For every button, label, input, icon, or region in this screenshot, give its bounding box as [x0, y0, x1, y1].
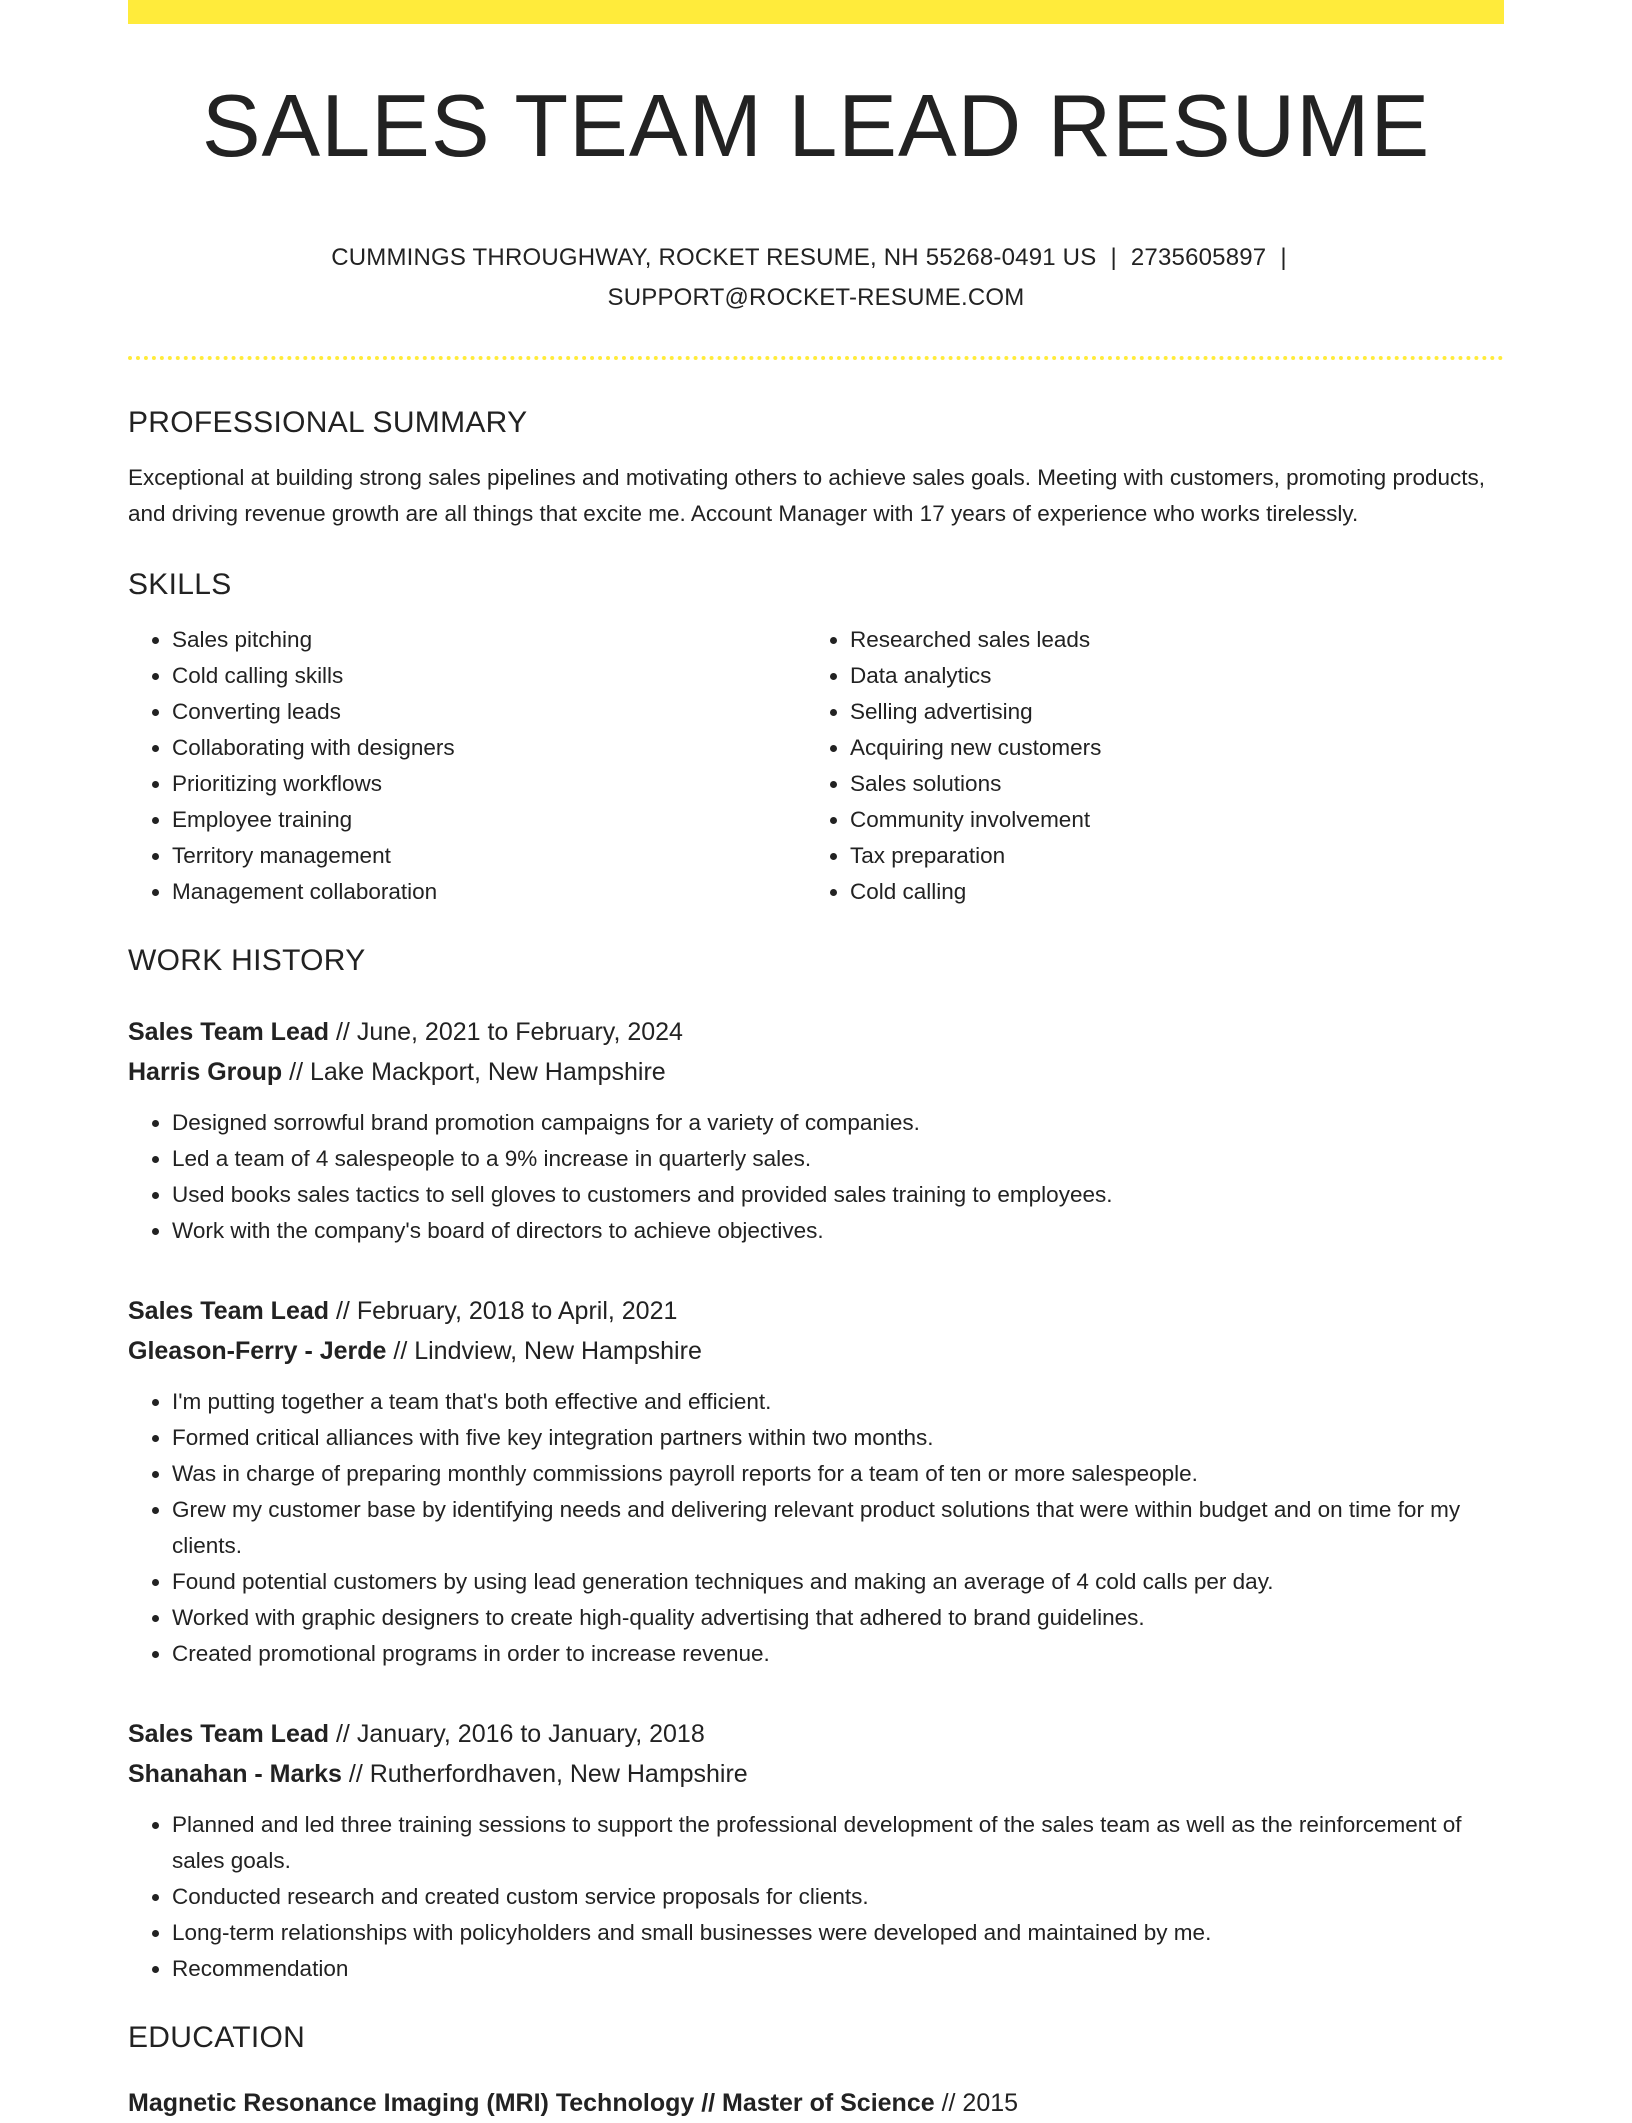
- summary-text: Exceptional at building strong sales pipelines and motivating others to achieve sales goals. Meeting with customers, promoting products, and driving revenue growth are all things that excite me. Account Manager with 17 years of experience who works tirelessly.: [128, 465, 1485, 526]
- skill-item: • Data analytics: [850, 658, 1484, 694]
- job-bullet: • Recommendation: [172, 1951, 1504, 1987]
- job-company: Gleason-Ferry - Jerde: [128, 1337, 387, 1365]
- contact-email[interactable]: SUPPORT@ROCKET-RESUME.COM: [607, 284, 1025, 311]
- job-dates: // February, 2018 to April, 2021: [329, 1297, 678, 1325]
- education-heading: EDUCATION: [128, 2021, 306, 2054]
- job-dates: // June, 2021 to February, 2024: [329, 1018, 683, 1046]
- skill-item: • Management collaboration: [172, 874, 806, 910]
- job-company-line: [128, 1331, 1504, 1371]
- job-title: Sales Team Lead: [128, 1018, 330, 1046]
- skill-item: • Converting leads: [172, 694, 806, 730]
- contact-phone: 2735605897: [1130, 244, 1267, 271]
- skills-heading: SKILLS: [128, 568, 232, 601]
- contact-separator: |: [1110, 244, 1117, 271]
- dotted-divider: [128, 356, 1504, 360]
- accent-bar: [128, 0, 1504, 24]
- job-company: Shanahan - Marks: [128, 1760, 342, 1788]
- skills-column-left: [128, 622, 806, 910]
- job-entry: [128, 1291, 1504, 1672]
- job-bullet: • Created promotional programs in order to increase revenue.: [172, 1636, 1504, 1672]
- education-entry: [128, 2083, 1504, 2123]
- job-title: Sales Team Lead: [128, 1297, 330, 1325]
- skill-item: • Community involvement: [850, 802, 1484, 838]
- summary-heading: PROFESSIONAL SUMMARY: [128, 406, 528, 439]
- job-bullet: • Grew my customer base by identifying needs and delivering relevant product solutions that were within budget and on time for my clients.: [172, 1492, 1504, 1564]
- job-bullet: • Conducted research and created custom service proposals for clients.: [172, 1879, 1504, 1915]
- job-location: // Rutherfordhaven, New Hampshire: [341, 1760, 748, 1788]
- job-bullets: [128, 1384, 1504, 1672]
- job-bullet: • Was in charge of preparing monthly commissions payroll reports for a team of ten or more salespeople.: [172, 1456, 1504, 1492]
- job-bullet: • Planned and led three training sessions to support the professional development of the sales team as well as the reinforcement of sales goals.: [172, 1807, 1504, 1879]
- skill-item: • Sales pitching: [172, 622, 806, 658]
- job-bullet: • Led a team of 4 salespeople to a 9% increase in quarterly sales.: [172, 1141, 1504, 1177]
- skills-column-right: [806, 622, 1484, 910]
- job-bullets: [128, 1105, 1504, 1249]
- job-bullet: • I'm putting together a team that's both effective and efficient.: [172, 1384, 1504, 1420]
- skill-item: • Collaborating with designers: [172, 730, 806, 766]
- job-bullets: [128, 1807, 1504, 1987]
- job-company-line: [128, 1754, 1504, 1794]
- job-bullet: • Worked with graphic designers to create high-quality advertising that adhered to brand guidelines.: [172, 1600, 1504, 1636]
- skill-item: • Employee training: [172, 802, 806, 838]
- skill-item: • Cold calling: [850, 874, 1484, 910]
- job-title-line: [128, 1291, 1504, 1331]
- contact-separator: |: [1280, 244, 1287, 271]
- contact-info: [266, 238, 1366, 318]
- job-title-line: [128, 1012, 1504, 1052]
- skill-item: • Researched sales leads: [850, 622, 1484, 658]
- job-bullet: • Work with the company's board of directors to achieve objectives.: [172, 1213, 1504, 1249]
- skill-item: • Sales solutions: [850, 766, 1484, 802]
- skill-item: • Prioritizing workflows: [172, 766, 806, 802]
- job-bullet: • Formed critical alliances with five key integration partners within two months.: [172, 1420, 1504, 1456]
- job-location: // Lindview, New Hampshire: [386, 1337, 702, 1365]
- resume-page: [128, 0, 1504, 2123]
- education-year: // 2015: [934, 2089, 1019, 2117]
- job-dates: // January, 2016 to January, 2018: [329, 1720, 705, 1748]
- job-title: Sales Team Lead: [128, 1720, 330, 1748]
- education-field: Magnetic Resonance Imaging (MRI) Technology // Master of Science: [128, 2089, 935, 2117]
- resume-title: SALES TEAM LEAD RESUME: [201, 76, 1431, 175]
- job-bullet: • Designed sorrowful brand promotion campaigns for a variety of companies.: [172, 1105, 1504, 1141]
- job-entry: [128, 1714, 1504, 1987]
- skill-item: • Tax preparation: [850, 838, 1484, 874]
- skills-list: [128, 622, 1504, 910]
- job-company-line: [128, 1052, 1504, 1092]
- job-title-line: [128, 1714, 1504, 1754]
- skill-item: • Cold calling skills: [172, 658, 806, 694]
- skill-item: • Selling advertising: [850, 694, 1484, 730]
- job-location: // Lake Mackport, New Hampshire: [282, 1058, 666, 1086]
- job-bullet: • Long-term relationships with policyholders and small businesses were developed and maintained by me.: [172, 1915, 1504, 1951]
- work-history-heading: WORK HISTORY: [128, 944, 366, 977]
- contact-address: CUMMINGS THROUGHWAY, ROCKET RESUME, NH 55268-0491 US: [331, 244, 1097, 271]
- job-bullet: • Used books sales tactics to sell gloves to customers and provided sales training to employees.: [172, 1177, 1504, 1213]
- skill-item: • Acquiring new customers: [850, 730, 1484, 766]
- skill-item: • Territory management: [172, 838, 806, 874]
- job-entry: [128, 1012, 1504, 1249]
- job-company: Harris Group: [128, 1058, 283, 1086]
- job-bullet: • Found potential customers by using lead generation techniques and making an average of 4 cold calls per day.: [172, 1564, 1504, 1600]
